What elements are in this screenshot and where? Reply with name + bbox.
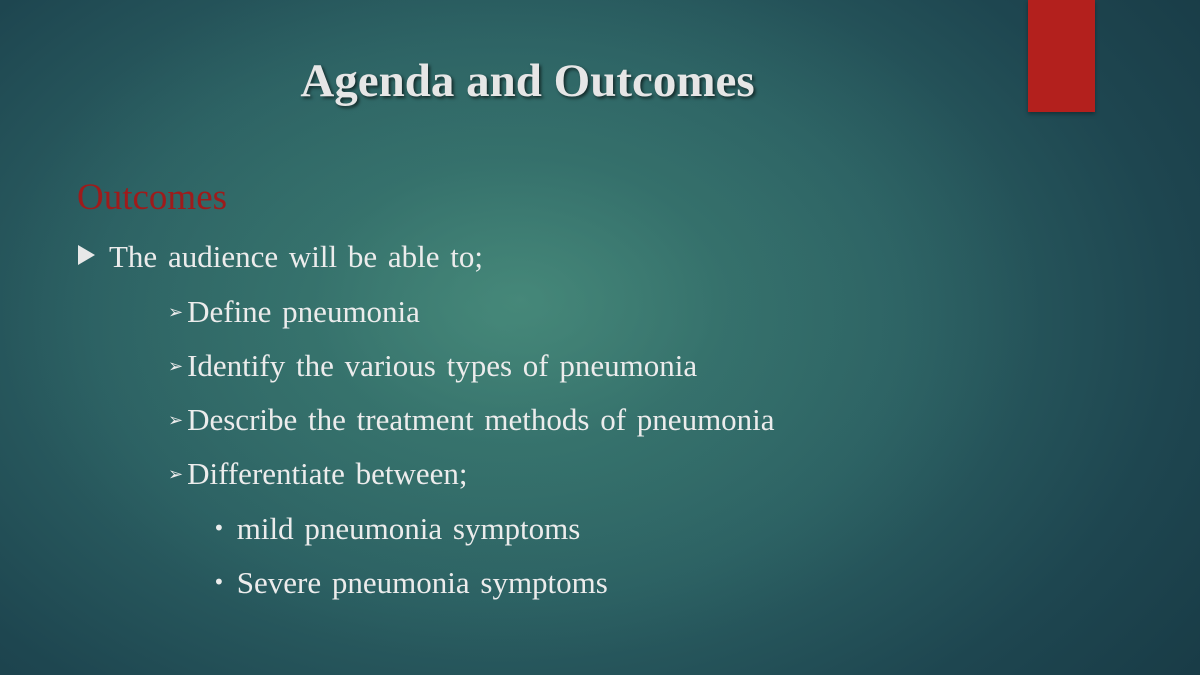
sub-item [213, 512, 580, 546]
lead-item-text: The audience will be able to; [109, 239, 483, 274]
outcome-text: Define pneumonia [187, 294, 420, 329]
outcome-text: Identify the various types of pneumonia [187, 348, 698, 383]
outcome-item [168, 349, 697, 383]
section-heading: Outcomes [77, 177, 228, 218]
triangle-bullet-icon [78, 245, 95, 265]
sub-item-text: mild pneumonia symptoms [236, 511, 581, 546]
sub-item [213, 566, 608, 600]
dot-bullet-icon: • [213, 516, 225, 540]
arrow-bullet-icon: ➢ [168, 464, 184, 485]
outcome-text: Differentiate between; [187, 456, 468, 491]
dot-bullet-icon: • [213, 570, 225, 594]
slide-title: Agenda and Outcomes [300, 55, 755, 107]
arrow-bullet-icon: ➢ [168, 410, 184, 431]
outcome-item [168, 403, 775, 437]
outcome-item [168, 295, 420, 329]
arrow-bullet-icon: ➢ [168, 302, 184, 323]
outcome-text: Describe the treatment methods of pneumonia [187, 402, 775, 437]
outcome-item [168, 457, 468, 491]
lead-item [78, 240, 483, 274]
sub-item-text: Severe pneumonia symptoms [236, 565, 608, 600]
arrow-bullet-icon: ➢ [168, 356, 184, 377]
